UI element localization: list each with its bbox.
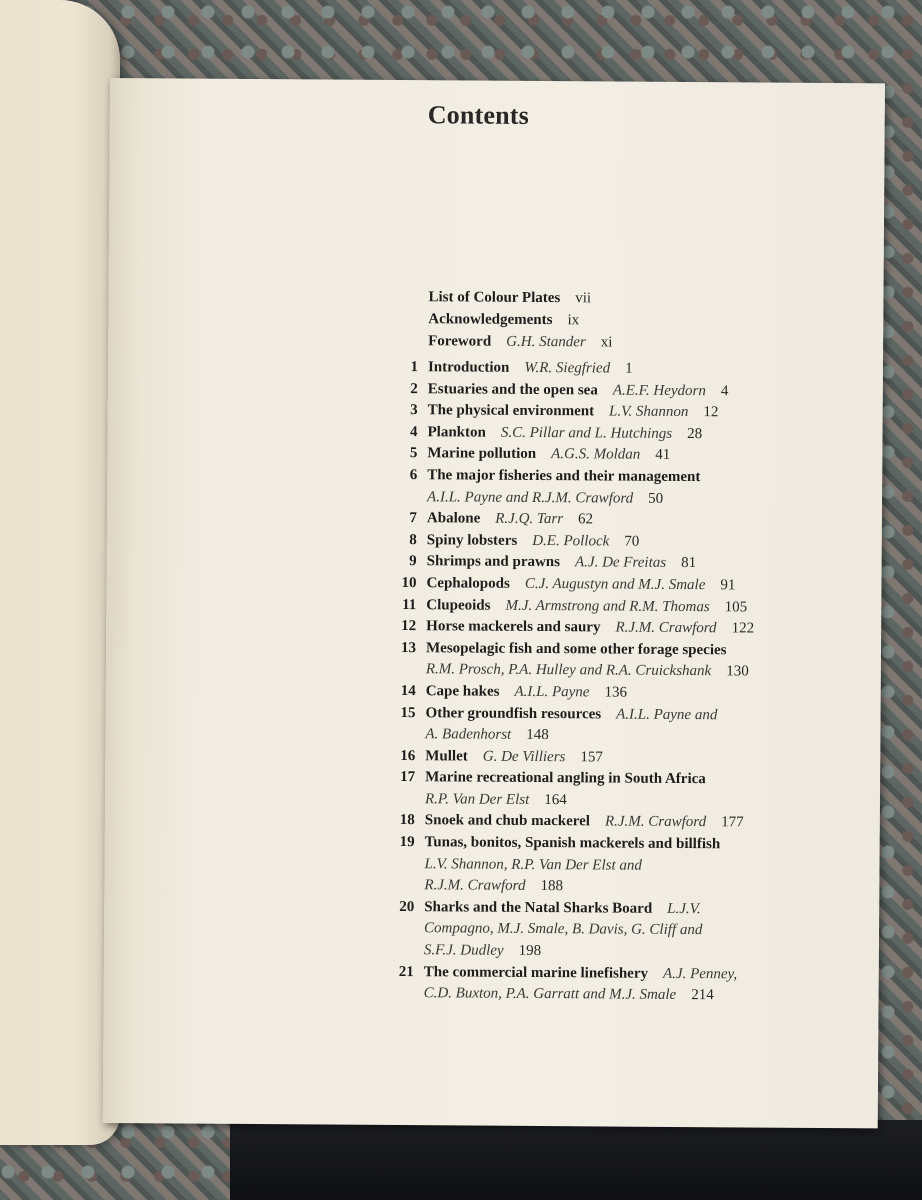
entry-author: R.J.M. Crawford	[615, 619, 717, 637]
toc-line	[428, 357, 864, 382]
entry-author: R.M. Prosch, P.A. Hulley and R.A. Cruickshank	[425, 661, 712, 680]
toc-line	[424, 962, 860, 987]
toc-line	[424, 897, 860, 922]
entry-title: The physical environment	[427, 402, 595, 420]
chapter-number: 2	[410, 380, 418, 397]
toc-line	[427, 530, 863, 555]
chapter-number: 6	[409, 467, 418, 484]
entry-title: Snoek and chub mackerel	[424, 812, 591, 830]
entry-title: Introduction	[427, 359, 510, 376]
entry-page-number: 28	[687, 425, 703, 442]
entry-title: The commercial marine linefishery	[423, 963, 649, 982]
entry-page-number: 70	[624, 533, 640, 550]
entry-page-number: 130	[726, 663, 749, 680]
entry-author: R.P. Van Der Elst	[424, 791, 530, 808]
front-matter-item	[428, 286, 612, 309]
entry-page-number: 4	[720, 382, 729, 399]
contents-page	[103, 78, 885, 1128]
toc-line	[427, 552, 863, 577]
entry-page-number: ix	[567, 312, 580, 329]
toc-line	[427, 465, 863, 490]
entry-page-number: 12	[703, 404, 719, 421]
dark-background-fabric	[230, 1120, 922, 1200]
entry-author: M.J. Armstrong and R.M. Thomas	[505, 597, 710, 615]
toc-line	[424, 875, 860, 900]
entry-title: Foreword	[428, 333, 492, 350]
entry-title: Cape hakes	[425, 683, 500, 700]
entry-author: A.G.S. Moldan	[551, 446, 641, 464]
entry-title: Clupeoids	[426, 596, 491, 614]
entry-page-number: 41	[655, 447, 671, 464]
entry-page-number: 164	[544, 791, 567, 809]
entry-author: R.J.Q. Tarr	[495, 510, 564, 528]
toc-line	[426, 660, 862, 685]
toc-line	[428, 379, 864, 404]
toc-line	[426, 616, 862, 641]
entry-title: Plankton	[427, 424, 486, 441]
chapter-entry	[391, 767, 861, 813]
page-title: Contents	[427, 100, 530, 130]
chapter-number: 18	[399, 812, 415, 829]
chapter-entry	[391, 702, 861, 748]
entry-page-number: 62	[578, 511, 594, 528]
entry-title: The major fisheries and their management	[427, 467, 701, 486]
entry-title: Horse mackerels and saury	[426, 618, 601, 636]
toc-line	[425, 767, 861, 792]
chapter-entry	[390, 962, 860, 1008]
chapter-number: 4	[409, 423, 418, 440]
toc-line	[424, 919, 860, 944]
entry-page-number: 177	[721, 814, 744, 831]
toc-line	[426, 638, 862, 663]
chapter-number: 16	[400, 747, 416, 764]
toc-line	[426, 573, 862, 598]
entry-author: A.I.L. Payne and R.J.M. Crawford	[427, 488, 634, 507]
entry-title: Estuaries and the open sea	[427, 380, 598, 399]
entry-page-number: 157	[580, 748, 603, 766]
front-matter-item	[428, 308, 612, 331]
chapter-number: 8	[409, 531, 417, 548]
chapter-number: 1	[410, 359, 419, 376]
entry-title: Spiny lobsters	[426, 531, 518, 549]
entry-author: G. De Villiers	[482, 748, 566, 765]
chapter-number: 13	[400, 639, 417, 656]
chapter-number: 5	[409, 445, 418, 462]
toc-line	[428, 400, 864, 425]
toc-line	[425, 789, 861, 814]
toc-line	[425, 746, 861, 771]
chapter-number: 11	[402, 596, 417, 613]
toc-line	[424, 983, 860, 1008]
chapter-number: 12	[401, 618, 417, 635]
entry-title: Marine pollution	[427, 445, 537, 463]
entry-author: C.D. Buxton, P.A. Garratt and M.J. Smale	[423, 985, 677, 1004]
entry-page-number: 1	[625, 360, 633, 377]
chapter-entry	[390, 832, 860, 900]
entry-author: A.E.F. Heydorn	[612, 382, 706, 399]
entry-title: Sharks and the Natal Sharks Board	[424, 899, 653, 917]
chapter-number: 10	[401, 574, 417, 592]
chapter-entry	[390, 897, 860, 965]
entry-title: Acknowledgements	[428, 311, 553, 329]
toc-line	[427, 487, 863, 512]
entry-title: Tunas, bonitos, Spanish mackerels and billfish	[424, 834, 721, 853]
entry-title: Abalone	[426, 510, 481, 527]
entry-author: G.H. Stander	[506, 333, 586, 351]
entry-page-number: 188	[540, 878, 564, 895]
entry-author: A.I.L. Payne and	[616, 706, 718, 723]
entry-author: A.J. Penney,	[662, 965, 738, 983]
toc-line	[425, 811, 861, 836]
entry-author: R.J.M. Crawford	[604, 813, 707, 831]
entry-page-number: 50	[648, 490, 664, 507]
toc-line	[427, 422, 863, 447]
entry-author: A.I.L. Payne	[514, 683, 590, 701]
chapter-entry	[392, 638, 862, 684]
left-facing-page	[0, 0, 120, 1145]
chapter-number: 21	[398, 963, 414, 980]
chapter-number: 3	[410, 402, 418, 419]
chapter-number: 20	[399, 898, 415, 915]
entry-page-number: xi	[600, 334, 613, 351]
entry-author: C.J. Augustyn and M.J. Smale	[524, 575, 706, 594]
entry-title: Cephalopods	[426, 575, 510, 592]
entry-author: L.V. Shannon	[609, 403, 689, 421]
entry-title: Marine recreational angling in South Africa	[425, 769, 706, 788]
entry-page-number: vii	[575, 290, 592, 307]
chapter-number: 15	[400, 704, 416, 721]
entry-page-number: 214	[691, 987, 714, 1004]
chapter-number: 9	[409, 553, 417, 570]
toc-line	[427, 444, 863, 469]
entry-title: Shrimps and prawns	[426, 553, 561, 571]
chapter-number: 19	[399, 834, 415, 851]
toc-line	[425, 703, 861, 728]
entry-title: List of Colour Plates	[428, 289, 561, 307]
entry-author: A. Badenhorst	[425, 726, 512, 743]
entry-author: L.V. Shannon, R.P. Van Der Elst and	[424, 855, 642, 874]
front-matter-item	[428, 330, 612, 353]
entry-page-number: 91	[720, 577, 736, 594]
entry-title: Other groundfish resources	[425, 704, 602, 722]
toc-line	[424, 940, 860, 965]
chapter-number: 7	[409, 510, 417, 527]
entry-author: R.J.M. Crawford	[424, 877, 526, 895]
entry-author: S.F.J. Dudley	[423, 942, 504, 959]
entry-author: A.J. De Freitas	[574, 554, 667, 572]
toc-line	[427, 508, 863, 533]
chapter-number: 14	[400, 682, 416, 700]
entry-author: Compagno, M.J. Smale, B. Davis, G. Cliff and	[424, 920, 703, 939]
toc-line	[426, 681, 862, 706]
entry-author: L.J.V.	[667, 900, 701, 917]
entry-page-number: 81	[681, 555, 697, 572]
entry-page-number: 148	[526, 727, 549, 744]
entry-author: D.E. Pollock	[532, 532, 610, 550]
entry-author: S.C. Pillar and L. Hutchings	[500, 424, 673, 442]
entry-title: Mullet	[425, 747, 468, 765]
toc-line	[426, 595, 862, 620]
entry-author: W.R. Siegfried	[524, 359, 611, 377]
toc-line	[425, 832, 861, 857]
toc-line	[425, 724, 861, 749]
entry-page-number: 136	[604, 684, 628, 701]
entry-page-number: 198	[518, 942, 542, 960]
front-matter-list	[428, 286, 613, 353]
chapter-entry	[393, 465, 863, 511]
chapter-list	[390, 357, 865, 1008]
entry-title: Mesopelagic fish and some other forage species	[425, 639, 727, 659]
entry-page-number: 105	[724, 598, 748, 615]
entry-page-number: 122	[731, 620, 755, 637]
chapter-number: 17	[400, 769, 416, 786]
toc-line	[424, 854, 860, 879]
